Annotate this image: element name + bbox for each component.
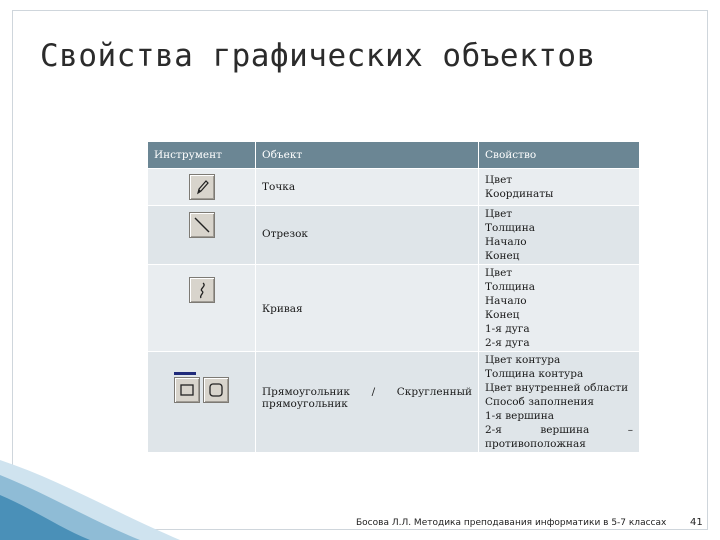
tool-cell [148,352,255,452]
property-word: вершина [540,424,590,436]
property-line: 1-я дуга [485,323,530,335]
property-line: Конец [485,250,520,262]
property-line: Цвет [485,174,513,186]
property-word: – [627,424,633,436]
slide-title: Свойства графических объектов [40,38,596,74]
table-row [148,206,639,264]
property-line [485,423,633,437]
selected-indicator [174,372,196,375]
property-line: Конец [485,309,520,321]
property-line: Цвет внутренней области [485,382,629,394]
property-line: Толщина [485,222,536,234]
pencil-icon [193,178,211,196]
header-property: Свойство [479,142,639,168]
object-cell: Кривая [256,265,478,351]
header-tool: Инструмент [148,142,255,168]
table-header-row [148,142,639,168]
property-cell [479,265,639,351]
object-label-rectangle: Прямоугольник [262,386,350,398]
property-cell [479,352,639,452]
curve-tool-button[interactable] [189,277,215,303]
object-label-rounded: Скругленный [396,386,472,398]
property-line: Начало [485,236,527,248]
object-cell [256,352,478,452]
rectangle-icon [178,381,196,399]
properties-table [147,141,640,453]
property-line: Способ заполнения [485,396,595,408]
property-line: 1-я вершина [485,410,555,422]
property-line: Координаты [485,188,554,200]
tool-cell [148,265,255,351]
object-cell: Отрезок [256,206,478,264]
corner-wave-decoration [0,440,180,540]
rounded-rectangle-icon [207,381,225,399]
rounded-rectangle-tool-button[interactable] [203,377,229,403]
property-line: Начало [485,295,527,307]
footer-credit: Босова Л.Л. Методика преподавания информатики в 5-7 классах [356,518,667,528]
property-line: Толщина контура [485,368,584,380]
object-label-line2: прямоугольник [262,398,348,410]
line-tool-button[interactable] [189,212,215,238]
page-number: 41 [690,517,703,528]
rectangle-tool-button[interactable] [174,377,200,403]
line-segment-icon [193,216,211,234]
tool-cell [148,169,255,205]
property-line: 2-я дуга [485,337,530,349]
property-word: 2-я [485,424,502,436]
property-cell [479,169,639,205]
property-line: Цвет контура [485,354,561,366]
header-object: Объект [256,142,478,168]
pencil-tool-button[interactable] [189,174,215,200]
table-row [148,352,639,452]
object-cell: Точка [256,169,478,205]
rectangle-tools [174,372,229,403]
table-row [148,169,639,205]
object-separator: / [371,386,376,398]
property-cell [479,206,639,264]
property-line: Цвет [485,267,513,279]
curve-icon [193,281,211,299]
tool-cell [148,206,255,264]
property-line: Цвет [485,208,513,220]
table-row [148,265,639,351]
property-line: Толщина [485,281,536,293]
property-line: противоположная [485,438,586,450]
